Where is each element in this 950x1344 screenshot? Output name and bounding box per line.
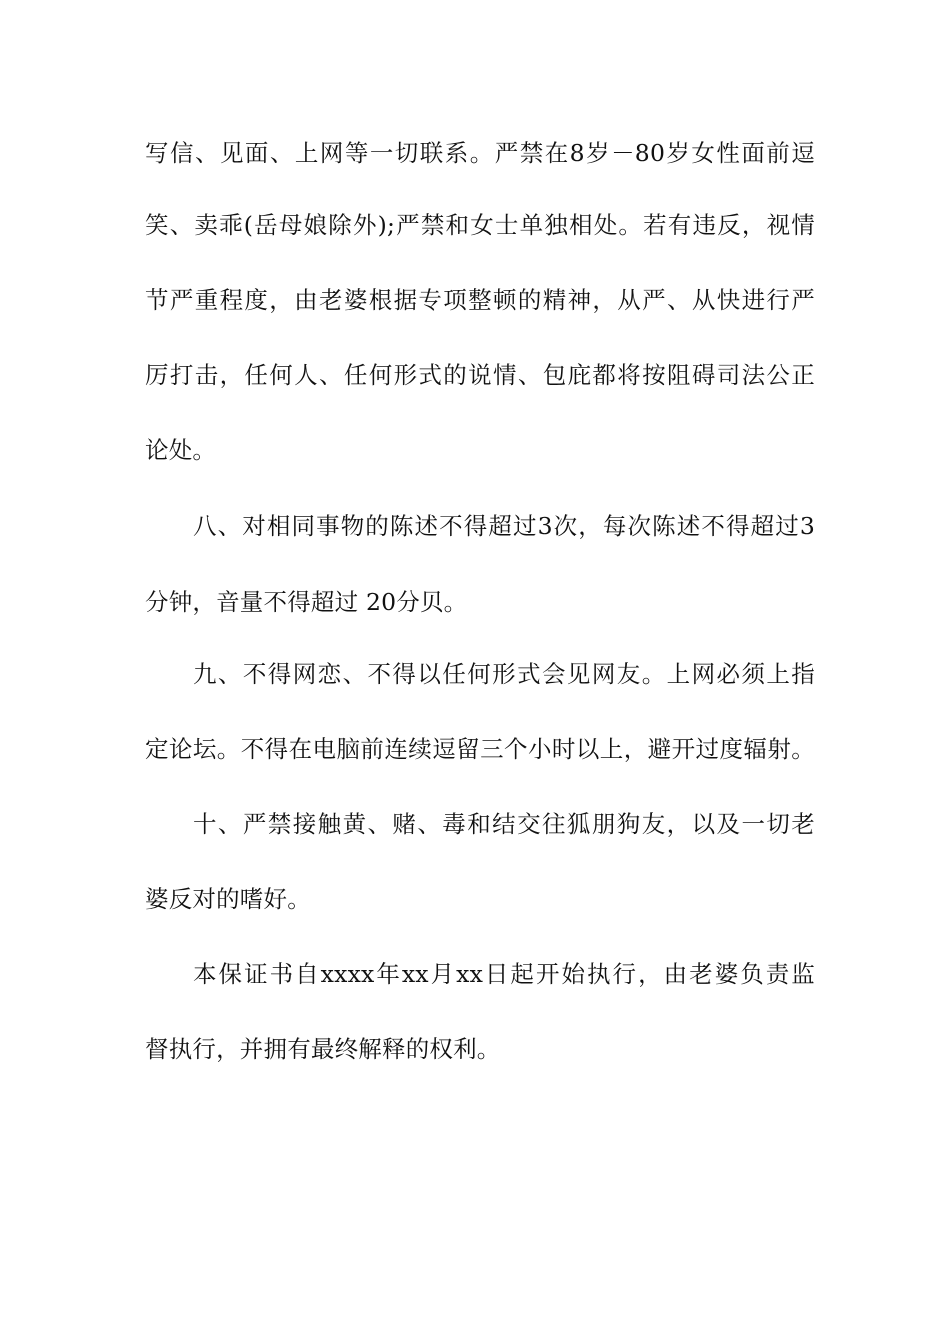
paragraph-line: 节严重程度，由老婆根据专项整顿的精神，从严、从快进行严 — [145, 286, 815, 314]
clause-nine-line: 九、不得网恋、不得以任何形式会见网友。上网必须上指 — [193, 660, 815, 688]
clause-eight-line: 分钟，音量不得超过 20分贝。 — [145, 588, 468, 616]
paragraph-line: 厉打击，任何人、任何形式的说情、包庇都将按阻碍司法公正 — [145, 361, 815, 389]
paragraph-line: 论处。 — [145, 436, 217, 464]
clause-ten-line: 婆反对的嗜好。 — [145, 885, 311, 913]
paragraph-line: 写信、见面、上网等一切联系。严禁在8岁－80岁女性面前逗 — [145, 139, 815, 167]
effective-date-line: 本保证书自xxxx年xx月xx日起开始执行，由老婆负责监 — [193, 960, 815, 988]
clause-ten-line: 十、严禁接触黄、赌、毒和结交往狐朋狗友，以及一切老 — [193, 810, 815, 838]
paragraph-line: 笑、卖乖(岳母娘除外);严禁和女士单独相处。若有违反，视情 — [145, 211, 815, 239]
effective-date-line: 督执行，并拥有最终解释的权利。 — [145, 1035, 501, 1063]
clause-nine-line: 定论坛。不得在电脑前连续逗留三个小时以上，避开过度辐射。 — [145, 735, 815, 763]
clause-eight-line: 八、对相同事物的陈述不得超过3次，每次陈述不得超过3 — [193, 512, 815, 540]
